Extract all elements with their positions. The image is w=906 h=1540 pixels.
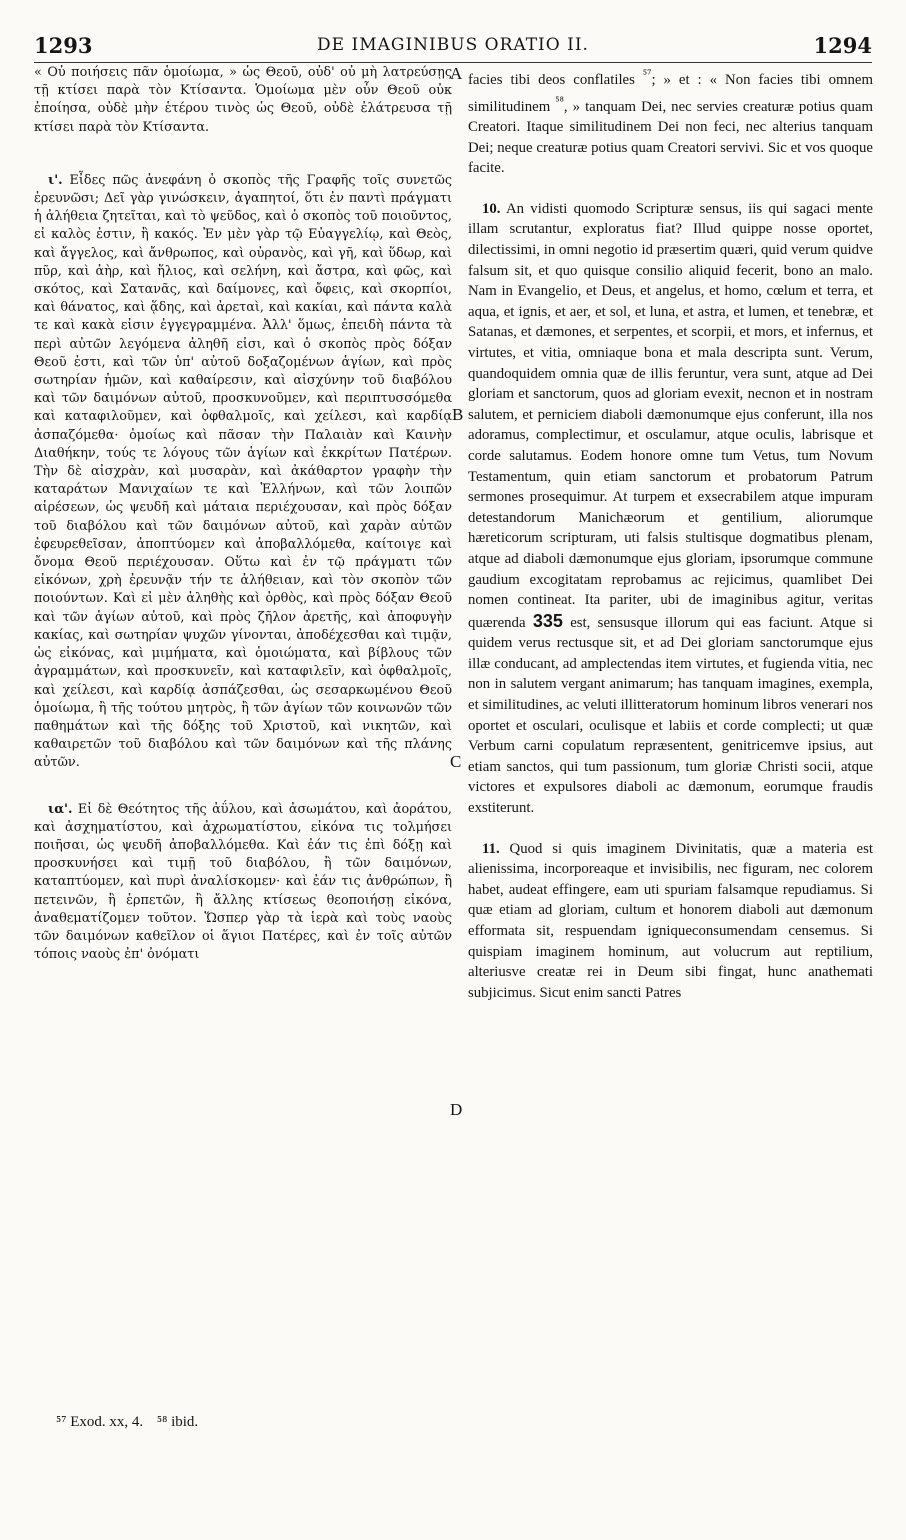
greek-paragraph-1: « Οὐ ποιήσεις πᾶν ὁμοίωμα, » ὡς Θεοῦ, οὐδ' οὐ μὴ λατρεύσῃς τῇ κτίσει παρὰ τὸν Κτίσαντα. Ὁμοίωμα μὲν οὖν Θεοῦ οὐκ ἐποίησα, οὐδὲ μὴν ἑτέρου τινὸς ὡς Θεοῦ, οὐδὲ ἐλάτρευσα τῇ κτίσει παρὰ τὸν Κτίσαντα. [34,65,452,135]
latin-section-number-10: 10. [482,200,501,217]
column-number-335: 335 [532,610,563,631]
left-page-number: 1293 [34,33,93,58]
margin-marker-a: A [450,64,463,83]
header-rule [34,62,872,63]
latin-section-number-11: 11. [482,840,500,857]
margin-marker-c: C [450,752,462,771]
greek-column [34,64,452,964]
latin-paragraph-1 [468,64,873,179]
margin-marker-b: B [452,405,464,424]
greek-paragraph-11 [34,801,452,965]
page-header [34,33,872,63]
footnote-58: ⁵⁸ ibid. [156,1414,199,1430]
greek-paragraph-11-text: Εἰ δὲ Θεότητος τῆς ἀΰλου, καὶ ἀσωμάτου, καὶ ἀοράτου, καὶ ἀσχηματίστου, καὶ ἀχρωματίστου, εἰκόνα τις τολμήσει ποιῆσαι, ὡς ψευδῆ ἀποβαλλόμεθα. Καὶ ἐάν τις ἐπὶ δόξῃ καὶ προσκυνήσει καὶ τιμῇ τοῦ διαβόλου, ἢ τῶν δαιμόνων, καταπτύομεν, καὶ πυρὶ ἀναλίσκομεν· καὶ ἐάν τις ἀνθρώπων, ἢ πετεινῶν, ἢ ἑρπετῶν, ἢ ἄλλης κτίσεως θεοποιήσῃ εἰκόνα, ἀναθεματίζομεν τοῦτον. Ὥσπερ γὰρ τὰ ἱερὰ καὶ τοὺς ναοὺς τῶν δαιμόνων καθεῖλον οἱ ἅγιοι Πατέρες, καὶ ἐν τοῖς αὐτῶν τόποις ναοὺς ἐπ' ὀνόματι [34,801,452,963]
footnotes [56,1414,198,1431]
latin-paragraph-10-text-a: An vidisti quomodo Scripturæ sensus, iis qui sagaci mente illam scrutantur, exploratus fiat? Illud quippe nosse oportet, dilectissimi, in omni negotio id præsertim quæri, quid verum quidve falsum sit, et quo quisque consilio aliquid fecerit, bono an malo. Nam in Evangelio, et Deus, et angelus, et homo, cœlum et terra, et aqua, et ignis, et aer, et sol, et luna, et astra, et lumen, et tenebræ, et Satanas, et dæmones, et serpentes, et scorpii, et mors, et infernus, et virtutes, et vitia, omniaque bona et mala descripta sunt. Verum, quandoquidem omnia quæ de illis feruntur, vera sunt, atque ad Dei gloriam et sanctorum, quos ad gloriam evexit, necnon et in nostram salutem, et perniciem diaboli dæmonumque ejus conferunt, illa nos adoramus, complectimur, et osculamur, atque oculis, labrisque et corde salutamus. Eodem honore omne tum Vetus, tum Novum Testamentum, quin etiam sanctorum et probatorum Patrum sermones prosequimur. At turpem et exsecrabilem atque impuram detestandorum Manichæorum et gentilium, aliorumque hæreticorum scripturam, uti falsis stultisque dogmatibus plenam, atque ad diaboli dæmonumque ejus gloriam, ipsorumque commune gaudium excogitatam reprobamus ac rejicimus, quamlibet Dei nomen contineat. Ita pariter, ubi de imaginibus agitur, veritas quærenda [468,200,873,631]
running-title: DE IMAGINIBUS ORATIO II. [317,35,589,55]
greek-section-number-10: ι'. [48,172,63,188]
greek-paragraph-10 [34,172,452,773]
greek-paragraph-10-text: Εἶδες πῶς ἀνεφάνη ὁ σκοπὸς τῆς Γραφῆς τοῖς συνετῶς ἐρευνῶσι; Δεῖ γὰρ γινώσκειν, ἀγαπητοί, ὅτι ἐν παντὶ πράγματι ἡ ἀλήθεια ζητεῖται, καὶ τὸ ψεῦδος, καὶ ὁ σκοπὸς τοῦ ποιοῦντος, εἰ καλὸς ἐστιν, ἢ κακός. Ἐν μὲν γὰρ τῷ Εὐαγγελίῳ, καὶ Θεὸς, καὶ ἄγγελος, καὶ ἄνθρωπος, καὶ οὐρανὸς, καὶ γῆ, καὶ ὕδωρ, καὶ πῦρ, καὶ ἀὴρ, καὶ ἥλιος, καὶ σελήνη, καὶ ἄστρα, καὶ φῶς, καὶ σκότος, καὶ Σατανᾶς, καὶ δαίμονες, καὶ ὄφεις, καὶ σκορπίοι, καὶ θάνατος, καὶ ᾅδης, καὶ ἀρεταὶ, καὶ κακίαι, καὶ πάντα καλὰ τε καὶ κακὰ εἰσιν ἐγγεγραμμένα. Ἀλλ' ὅμως, ἐπειδὴ πάντα τὰ περὶ αὐτῶν λεγόμενα ἀληθῆ εἰσι, καὶ ὁ σκοπὸς πρὸς δόξαν Θεοῦ ἐστι, καὶ τῶν ὑπ' αὐτοῦ δοξαζομένων ἁγίων, καὶ πρὸς σωτηρίαν ἡμῶν, καὶ καθαίρεσιν, καὶ αἰσχύνην τοῦ διαβόλου καὶ τῶν δαιμόνων αὐτοῦ, προσκυνοῦμεν, καὶ περιπτυσσόμεθα καὶ καταφιλοῦμεν, καὶ ὀφθαλμοῖς, καὶ χείλεσι, καὶ καρδίᾳ ἀσπαζόμεθα· ὁμοίως καὶ πᾶσαν τὴν Παλαιὰν καὶ Καινὴν Διαθήκην, τούς τε λόγους τῶν ἁγίων καὶ ἐκκρίτων Πατέρων. Τὴν δὲ αἰσχρὰν, καὶ μυσαρὰν, καὶ ἀκάθαρτον γραφὴν τὴν καταράτων Μανιχαίων τε καὶ Ἑλλήνων, καὶ τῶν λοιπῶν αἱρέσεων, ὡς ψευδῆ καὶ μάταια περιέχουσαν, καὶ πρὸς δόξαν τοῦ διαβόλου καὶ τῶν δαιμόνων αὐτοῦ, καὶ χαρὰν αὐτῶν ἐφευρεθεῖσαν, ἀποπτύομεν καὶ ἀποβαλλόμεθα, καίτοιγε καὶ ὄνομα Θεοῦ περιέχουσαν. Οὕτω καὶ ἐν τῷ πράγματι τῶν εἰκόνων, χρὴ ἐρευνᾷν τήν τε ἀλήθειαν, καὶ τὸν σκοπὸν τῶν ποιούντων. Καὶ εἰ μὲν ἀληθὴς καὶ ὀρθὸς, καὶ πρὸς δόξαν Θεοῦ καὶ τῶν ἁγίων αὐτοῦ, καὶ πρὸς ζῆλον ἀρετῆς, καὶ ἀποφυγὴν κακίας, καὶ σωτηρίαν ψυχῶν γίνονται, ἀποδέχεσθαι καὶ τιμᾷν, ὡς εἰκόνας, καὶ μιμήματα, καὶ ὁμοιώματα, καὶ βίβλους τῶν ἀγραμμάτων, καὶ προσκυνεῖν, καὶ καταφιλεῖν, καὶ ὀφθαλμοῖς, καὶ χείλεσι, καὶ καρδίᾳ ἀσπάζεσθαι, ὡς σεσαρκωμένου Θεοῦ ὁμοίωμα, ἢ τῆς τούτου μητρὸς, ἢ τῶν ἁγίων τῶν κοινωνῶν τῶν παθημάτων καὶ τῆς δόξης τοῦ Χριστοῦ, καὶ νικητῶν, καὶ καθαιρετῶν τοῦ διαβόλου καὶ τῶν δαιμόνων καὶ τῆς πλάνης αὐτῶν. [34,172,452,771]
footnote-ref-58: ⁵⁸ [555,93,564,108]
footnote-57: ⁵⁷ Exod. xx, 4. [56,1414,144,1430]
latin-paragraph-11 [468,839,873,1004]
latin-paragraph-11-text: Quod si quis imaginem Divinitatis, quæ a materia est alienissima, incorporeaque et invisibilis, nec figuram, nec colorem habet, audeat effingere, eam uti spuriam falsamque repudiamus. Si quæ etiam ad gloriam, cultum et honorem diaboli aut dæmonum efformata sit, respuendam igniqueconsumendam censemus. Si quispiam imaginem hominum, aut volucrum aut reptilium, alteriusve creatæ rei in Deum sibi fingat, hunc anathemati subjicimus. Sicut enim sancti Patres [468,840,873,1001]
latin-paragraph-1-text-b: ; » et : « Non facies tibi omnem similitudinem [468,71,874,115]
footnote-ref-57: ⁵⁷ [642,67,652,81]
right-page-number: 1294 [813,33,872,58]
latin-paragraph-10-text-b: est, sensusque illorum qui eas faciunt. Atque si quidem verus rectusque sit, et ad Dei gloriam sanctorumque ejus illæ conducant, ad amplectendas item virtutes, et fugienda vitia, nec non in salutem vergant animarum; has tanquam imagines, exempla, et similitudines, ac veluti illitteratorum hominum libros venerari nos oportet et osculari, oculisque et labiis et corde complecti; ut quæ Verbum carni copulatum repræsentent, genitricemve ipsius, aut etiam sanctos, qui tum passionum, tum gloriæ Christi socii, atque victores et expulsores diaboli ac dæmonum, eorumque fraudis exstiterunt. [468,614,873,817]
latin-paragraph-10 [468,199,873,819]
latin-paragraph-1-text-c: , » tanquam Dei, nec servies creaturæ potius quam Creatori. Itaque similitudinem Dei non feci, nec alterius tanquam Dei; neque creaturæ potius quam Creatori servivi. Sic et vos quoque facite. [468,98,873,177]
latin-column [468,64,873,1003]
latin-paragraph-1-text-a: facies tibi deos conflatiles [468,71,643,88]
margin-marker-d: D [450,1100,463,1119]
greek-section-number-11: ια'. [48,801,73,817]
